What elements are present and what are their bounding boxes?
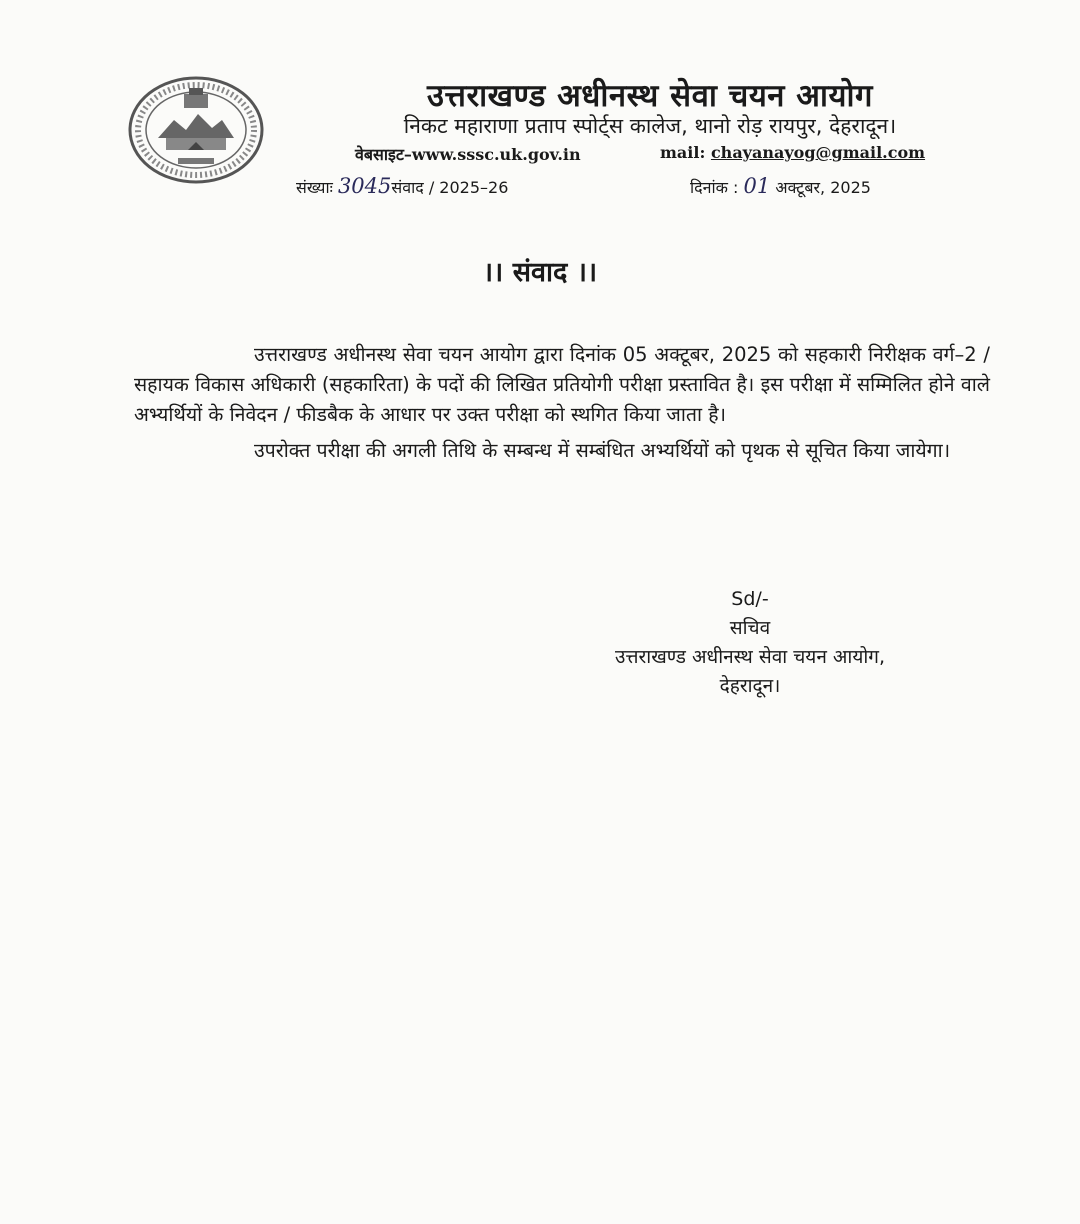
ref-number-handwritten: 3045 bbox=[337, 174, 392, 198]
signature-city: देहरादून। bbox=[719, 675, 781, 697]
paragraph-2: उपरोक्त परीक्षा की अगली तिथि के सम्बन्ध में सम्बंधित अभ्यर्थियों को पृथक से सूचित किया जायेगा। bbox=[254, 439, 951, 462]
website-line: वेबसाइट–www.sssc.uk.gov.in bbox=[355, 145, 581, 164]
government-seal-icon bbox=[126, 74, 266, 186]
organization-address: निकट महाराणा प्रताप स्पोर्ट्स कालेज, थानो रोड़ रायपुर, देहरादून। bbox=[403, 114, 897, 138]
date-rest: अक्टूबर, 2025 bbox=[775, 178, 871, 197]
signature-sd: Sd/- bbox=[731, 588, 769, 610]
mail-address: chayanayog@gmail.com bbox=[710, 143, 926, 162]
mail-line bbox=[660, 143, 925, 162]
signature-organization: उत्तराखण्ड अधीनस्थ सेवा चयन आयोग, bbox=[615, 646, 885, 668]
ref-prefix: संख्याः bbox=[296, 178, 333, 197]
signature-designation: सचिव bbox=[729, 617, 771, 639]
notice-body bbox=[134, 340, 990, 472]
organization-name: उत्तराखण्ड अधीनस्थ सेवा चयन आयोग bbox=[427, 78, 873, 114]
signature-block bbox=[560, 585, 940, 701]
notice-heading: ।। संवाद ।। bbox=[482, 257, 598, 288]
reference-number bbox=[296, 174, 508, 198]
date-day-handwritten: 01 bbox=[743, 174, 771, 198]
mail-label: mail: bbox=[660, 143, 711, 162]
paragraph-1: उत्तराखण्ड अधीनस्थ सेवा चयन आयोग द्वारा दिनांक 05 अक्टूबर, 2025 को सहकारी निरीक्षक वर्ग–2 / सहायक विकास अधिकारी (सहकारिता) के पदों की लिखित प्रतियोगी परीक्षा प्रस्तावित है। इस परीक्षा में सम्मिलित होने वाले अभ्यर्थियों के निवेदन / फीडबैक के आधार पर उक्त परीक्षा को स्थगित किया जाता है। bbox=[134, 343, 990, 426]
document-date bbox=[690, 174, 871, 198]
ref-suffix: संवाद / 2025–26 bbox=[391, 178, 509, 197]
date-prefix: दिनांक : bbox=[690, 178, 739, 197]
